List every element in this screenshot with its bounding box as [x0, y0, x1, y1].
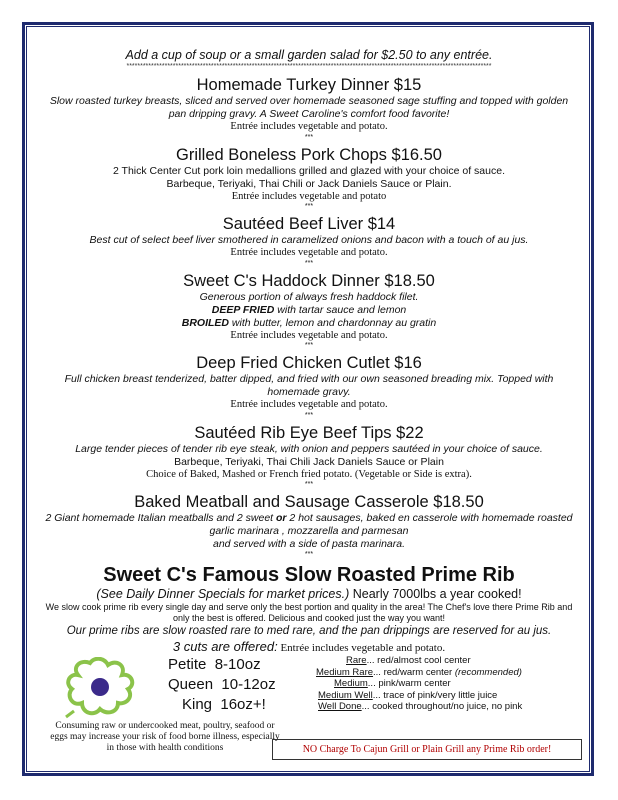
menu-item-rib-eye-tips	[40, 424, 578, 489]
item-includes: Entrée includes vegetable and potato.	[230, 329, 388, 341]
item-title: Baked Meatball and Sausage Casserole $18.50	[134, 493, 484, 511]
cuts-offered	[40, 639, 578, 655]
separator-stars: ***	[304, 342, 314, 349]
option-text: with tartar sauce and lemon	[274, 303, 407, 316]
cut-name: Queen	[168, 676, 214, 693]
doneness-name: Medium Well	[318, 689, 373, 701]
item-title: Sautéed Rib Eye Beef Tips $22	[194, 423, 424, 442]
prime-volume-note: Nearly 7000lbs a year cooked!	[349, 587, 522, 601]
doneness-desc: ... pink/warm center	[367, 678, 451, 689]
doneness-medium-rare	[308, 667, 578, 679]
item-desc: Generous portion of always fresh haddock filet.	[199, 290, 419, 303]
doneness-list	[308, 655, 578, 713]
separator-stars: ***	[304, 551, 314, 558]
desc-part: 2 hot sausages, baked en casserole with homemade roasted garlic marinara , mozzarella and parmesan	[209, 512, 573, 537]
cut-size: 10-12oz	[221, 676, 276, 693]
option-text: with butter, lemon and chardonnay au gratin	[229, 316, 437, 329]
item-desc: Large tender pieces of tender rib eye steak, with onion and peppers sautéed in your choice of sauce.	[75, 442, 543, 455]
item-includes: Entrée includes vegetable and potato.	[230, 247, 388, 258]
cut-name: King	[182, 696, 213, 713]
doneness-name: Rare	[346, 655, 367, 666]
haddock-option-broiled	[40, 317, 578, 330]
cut-size: 16oz+!	[220, 696, 266, 713]
prime-rib-details	[40, 655, 578, 765]
separator-stars: ***	[304, 259, 314, 267]
menu-item-beef-liver	[40, 215, 578, 267]
cuts-includes: Entrée includes vegetable and potato.	[277, 642, 446, 654]
no-charge-notice: NO Charge To Cajun Grill or Plain Grill any Prime Rib order!	[272, 739, 582, 760]
prime-rib-note: Our prime ribs are slow roasted rare to med rare, and the pan drippings are reserved for au jus.	[66, 625, 552, 637]
menu-item-meatball-casserole	[40, 493, 578, 558]
doneness-desc: ... trace of pink/very little juice	[372, 689, 498, 701]
desc-part: 2 Giant homemade Italian meatballs and 2 sweet	[45, 512, 277, 524]
item-desc: 2 Thick Center Cut pork loin medallions grilled and glazed with your choice of sauce.	[112, 164, 505, 177]
separator-stars: ***	[304, 133, 314, 141]
haddock-option-fried	[40, 304, 578, 317]
item-includes: Choice of Baked, Mashed or French fried potato. (Vegetable or Side is extra).	[146, 468, 472, 480]
item-desc: Best cut of select beef liver smothered in caramelized onions and bacon with a touch of au jus.	[89, 234, 529, 246]
item-sauces: Barbeque, Teriyaki, Thai Chili Jack Daniels Sauce or Plain	[174, 455, 444, 468]
prime-price-note: (See Daily Dinner Specials for market prices.)	[96, 587, 350, 601]
menu-content	[40, 48, 578, 655]
item-title: Deep Fried Chicken Cutlet $16	[196, 354, 422, 372]
doneness-well-done	[308, 701, 578, 713]
menu-item-pork-chops	[40, 146, 578, 211]
doneness-medium	[308, 678, 578, 690]
doneness-medium-well	[308, 690, 578, 702]
doneness-desc: ... red/almost cool center	[366, 655, 471, 666]
item-desc-side: and served with a side of pasta marinara.	[212, 538, 406, 550]
item-title: Grilled Boneless Pork Chops $16.50	[176, 145, 442, 164]
item-includes: Entrée includes vegetable and potato.	[230, 121, 388, 132]
item-includes: Entrée includes vegetable and potato.	[230, 399, 388, 410]
menu-item-haddock	[40, 272, 578, 350]
cut-name: Petite	[168, 656, 207, 673]
item-title: Sautéed Beef Liver $14	[222, 215, 396, 233]
doneness-desc: ... red/warm center	[373, 666, 455, 678]
doneness-name: Medium	[334, 678, 368, 689]
doneness-desc: ... cooked throughout/no juice, no pink	[361, 701, 523, 712]
cut-size: 8-10oz	[214, 656, 261, 673]
item-desc	[40, 512, 578, 538]
prime-rib-title: Sweet C's Famous Slow Roasted Prime Rib	[103, 564, 515, 586]
separator-stars: ***	[304, 203, 314, 210]
item-title: Homemade Turkey Dinner $15	[196, 76, 422, 94]
separator-stars: ***	[304, 411, 314, 419]
prime-rib-desc: We slow cook prime rib every single day and serve only the best portion and quality in the area! The Chef's love there Prime Rib and only the best is offered. Delicious and cooked just the way you want!	[45, 602, 573, 623]
doneness-name: Well Done	[318, 701, 362, 712]
cuts-label: 3 cuts are offered:	[172, 639, 278, 654]
item-sauces: Barbeque, Teriyaki, Thai Chili or Jack Daniels Sauce or Plain.	[166, 177, 452, 190]
desc-or: or	[276, 512, 287, 524]
prime-rib-subtitle	[40, 587, 578, 602]
doneness-extra: (recommended)	[454, 666, 522, 678]
separator-stars: ***	[304, 481, 314, 488]
item-desc: Slow roasted turkey breasts, sliced and served over homemade seasoned sage stuffing and topped with golden pan dripping gravy. A Sweet Caroline's comfort food favorite!	[49, 95, 569, 120]
item-includes: Entrée includes vegetable and potato	[231, 190, 387, 202]
item-desc: Full chicken breast tenderized, batter dipped, and fried with our own seasoned breading mix. Topped with homemade gravy.	[64, 373, 554, 398]
menu-item-chicken-cutlet	[40, 354, 578, 419]
doneness-name: Medium Rare	[316, 666, 374, 678]
option-label: BROILED	[181, 316, 230, 329]
menu-item-turkey	[40, 76, 578, 141]
divider: **************************************************************************************************************************************	[126, 63, 492, 70]
option-label: DEEP FRIED	[211, 303, 275, 316]
food-safety-warning: Consuming raw or undercooked meat, poultry, seafood or eggs may increase your risk of food borne illness, especially in those with health conditions	[50, 721, 280, 753]
intro-text: Add a cup of soup or a small garden salad for $2.50 to any entrée.	[125, 48, 493, 62]
doneness-rare	[308, 655, 578, 667]
item-title: Sweet C's Haddock Dinner $18.50	[183, 271, 435, 290]
flower-logo-icon	[60, 657, 140, 719]
